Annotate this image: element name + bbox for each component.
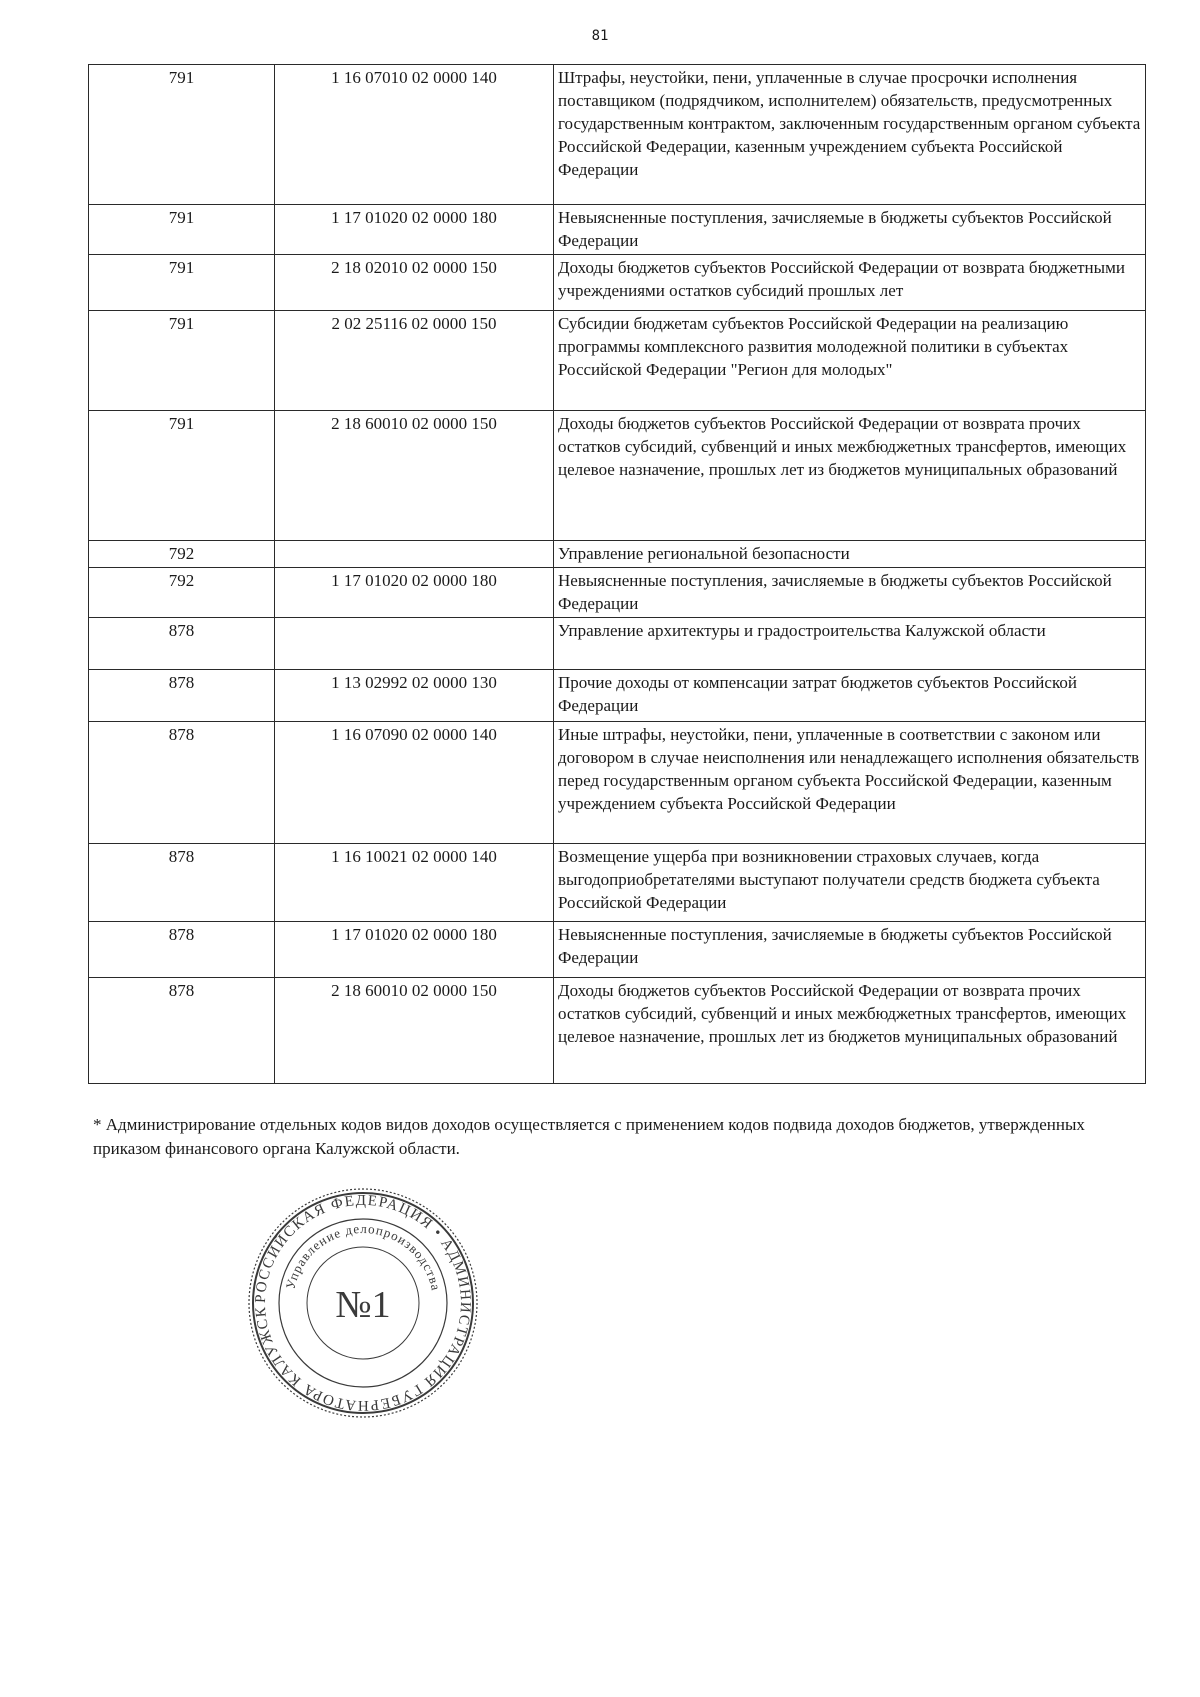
revenue-name-cell: Доходы бюджетов субъектов Российской Федерации от возврата бюджетными учреждениями остатков субсидий прошлых лет [554, 255, 1146, 311]
revenue-name-cell: Прочие доходы от компенсации затрат бюджетов субъектов Российской Федерации [554, 670, 1146, 722]
admin-code-cell: 791 [89, 411, 275, 541]
revenue-name-cell: Невыясненные поступления, зачисляемые в бюджеты субъектов Российской Федерации [554, 568, 1146, 618]
admin-code-cell: 878 [89, 618, 275, 670]
official-seal-stamp [247, 1187, 479, 1419]
table-row [89, 255, 1146, 311]
revenue-codes-table [88, 64, 1146, 1084]
table-row [89, 978, 1146, 1084]
admin-code-cell: 792 [89, 541, 275, 568]
revenue-code-cell [275, 618, 554, 670]
admin-code-cell: 791 [89, 255, 275, 311]
revenue-code-cell: 1 16 10021 02 0000 140 [275, 844, 554, 922]
admin-code-cell: 791 [89, 311, 275, 411]
revenue-code-cell: 1 16 07090 02 0000 140 [275, 722, 554, 844]
revenue-name-cell: Штрафы, неустойки, пени, уплаченные в случае просрочки исполнения поставщиком (подрядчиком, исполнителем) обязательств, предусмотренных государственным контрактом, заключенным государственным органом субъекта Российской Федерации, казенным учреждением субъекта Российской Федерации [554, 65, 1146, 205]
table-row [89, 670, 1146, 722]
revenue-name-cell: Управление архитектуры и градостроительства Калужской области [554, 618, 1146, 670]
admin-code-cell: 878 [89, 978, 275, 1084]
revenue-code-cell: 2 18 02010 02 0000 150 [275, 255, 554, 311]
revenue-code-cell: 1 17 01020 02 0000 180 [275, 205, 554, 255]
revenue-name-cell: Иные штрафы, неустойки, пени, уплаченные в соответствии с законом или договором в случае неисполнения или ненадлежащего исполнения обязательств перед государственным органом субъекта Российской Федерации, казенным учреждением субъекта Российской Федерации [554, 722, 1146, 844]
table-row [89, 844, 1146, 922]
admin-code-cell: 791 [89, 65, 275, 205]
revenue-name-cell: Возмещение ущерба при возникновении страховых случаев, когда выгодоприобретателями выступают получатели средств бюджета субъекта Российской Федерации [554, 844, 1146, 922]
revenue-code-cell: 1 13 02992 02 0000 130 [275, 670, 554, 722]
revenue-code-cell: 2 18 60010 02 0000 150 [275, 978, 554, 1084]
table-row [89, 205, 1146, 255]
revenue-name-cell: Невыясненные поступления, зачисляемые в бюджеты субъектов Российской Федерации [554, 205, 1146, 255]
admin-code-cell: 878 [89, 722, 275, 844]
revenue-name-cell: Доходы бюджетов субъектов Российской Федерации от возврата прочих остатков субсидий, субвенций и иных межбюджетных трансфертов, имеющих целевое назначение, прошлых лет из бюджетов муниципальных образований [554, 978, 1146, 1084]
table-row [89, 922, 1146, 978]
revenue-name-cell: Доходы бюджетов субъектов Российской Федерации от возврата прочих остатков субсидий, субвенций и иных межбюджетных трансфертов, имеющих целевое назначение, прошлых лет из бюджетов муниципальных образований [554, 411, 1146, 541]
table-body [89, 65, 1146, 1084]
table-row [89, 568, 1146, 618]
table-row [89, 411, 1146, 541]
revenue-name-cell: Субсидии бюджетам субъектов Российской Федерации на реализацию программы комплексного развития молодежной политики в субъектах Российской Федерации "Регион для молодых" [554, 311, 1146, 411]
revenue-code-cell: 1 17 01020 02 0000 180 [275, 922, 554, 978]
revenue-name-cell: Управление региональной безопасности [554, 541, 1146, 568]
seal-outer-text: РОССИЙСКАЯ ФЕДЕРАЦИЯ • АДМИНИСТРАЦИЯ ГУБЕРНАТОРА КАЛУЖСК [252, 1192, 474, 1414]
page-number: 81 [591, 28, 609, 44]
revenue-code-cell: 2 02 25116 02 0000 150 [275, 311, 554, 411]
admin-code-cell: 791 [89, 205, 275, 255]
table-row [89, 65, 1146, 205]
admin-code-cell: 878 [89, 844, 275, 922]
admin-code-cell: 878 [89, 922, 275, 978]
revenue-name-cell: Невыясненные поступления, зачисляемые в бюджеты субъектов Российской Федерации [554, 922, 1146, 978]
table-row [89, 618, 1146, 670]
seal-number: №1 [335, 1284, 391, 1326]
revenue-code-cell: 1 17 01020 02 0000 180 [275, 568, 554, 618]
revenue-code-cell: 2 18 60010 02 0000 150 [275, 411, 554, 541]
seal-graphic [247, 1187, 479, 1419]
admin-code-cell: 878 [89, 670, 275, 722]
table-row [89, 541, 1146, 568]
admin-code-cell: 792 [89, 568, 275, 618]
footnote: * Администрирование отдельных кодов видов доходов осуществляется с применением кодов подвида доходов бюджетов, утвержденных приказом финансового органа Калужской области. [93, 1115, 1085, 1158]
seal-inner-text: Управление делопроизводства [282, 1220, 444, 1293]
table-row [89, 722, 1146, 844]
table-row [89, 311, 1146, 411]
revenue-code-cell [275, 541, 554, 568]
revenue-code-cell: 1 16 07010 02 0000 140 [275, 65, 554, 205]
